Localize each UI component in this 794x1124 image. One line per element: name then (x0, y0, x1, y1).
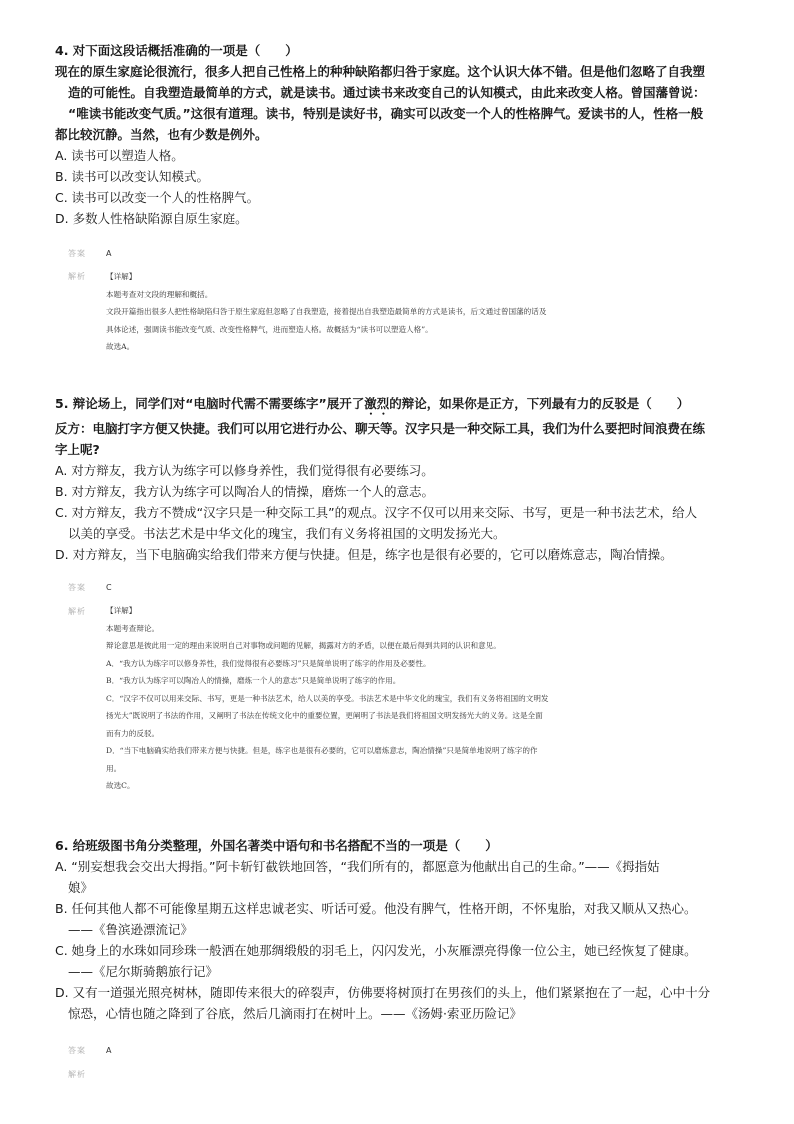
analysis-line: 本题考查对文段的理解和概括。 (106, 289, 213, 299)
analysis-line: 扬光大”既说明了书法的作用，又阐明了书法在传统文化中的重要位置，更阐明了书法是我们将祖国文明发扬光大的义务。这是全面 (106, 711, 543, 720)
analysis-body (106, 268, 746, 356)
emphasis-dots: 激烈 (364, 396, 390, 411)
option-d: D. 多数人性格缺陷源自原生家庭。 (55, 211, 248, 226)
analysis-line: 故选A。 (106, 342, 135, 351)
analysis-line: 文段开篇指出很多人把性格缺陷归咎于原生家庭但忽略了自我塑造，接着提出自我塑造最简单的方式是读书，后文通过曾国藩的话及 (106, 307, 547, 316)
passage-line: 造的可能性。自我塑造最简单的方式，就是读书。通过读书来改变自己的认知模式，由此来改变人格。曾国藩曾说： (68, 85, 706, 100)
option-a: A. “别妄想我会交出大拇指。”阿卡斩钉截铁地回答，“我们所有的，都愿意为他献出自己的生命。”——《拇指姑 (55, 859, 660, 874)
option-c: C. 对方辩友，我方不赞成“汉字只是一种交际工具”的观点。汉字不仅可以用来交际、书写，更是一种书法艺术，给人 (55, 505, 698, 520)
option-a: A. 对方辩友，我方认为练字可以修身养性，我们觉得很有必要练习。 (55, 463, 434, 478)
answer-row (68, 1045, 748, 1056)
analysis-line: 【详解】 (106, 606, 137, 615)
option-d: D. 又有一道强光照亮树林，随即传来很大的碎裂声，仿佛要将树顶打在男孩们的头上，他们紧紧抱在了一起，心中十分 (55, 985, 711, 1000)
answer-label: 答案 (68, 1046, 86, 1055)
analysis-label: 解析 (68, 1070, 86, 1079)
passage-line: 现在的原生家庭论很流行，很多人把自己性格上的种种缺陷都归咎于家庭。这个认识大体不错。但是他们忽略了自我塑 (55, 64, 706, 79)
option-b: B. 读书可以改变认知模式。 (55, 169, 210, 184)
option-a: A. 读书可以塑造人格。 (55, 148, 184, 163)
question-4-stem: 4. 对下面这段话概括准确的一项是（ ） (55, 43, 298, 58)
analysis-label: 解析 (68, 272, 86, 281)
analysis-line: C．“汉字不仅可以用来交际、书写，更是一种书法艺术，给人以美的享受。书法艺术是中华文化的瑰宝，我们有义务将祖国的文明发 (106, 693, 549, 703)
answer-label: 答案 (68, 249, 86, 258)
option-d: D. 对方辩友，当下电脑确实给我们带来方便与快捷。但是，练字也是很有必要的，它可以磨炼意志，陶冶情操。 (55, 547, 673, 562)
option-b: B. 任何其他人都不可能像星期五这样忠诚老实、听话可爱。他没有脾气，性格开朗，不怀鬼胎，对我又顺从又热心。 (55, 901, 697, 916)
analysis-line: 辩论意思是彼此用一定的理由来说明自己对事物或问题的见解，揭露对方的矛盾，以便在最后得到共同的认识和意见。 (106, 641, 501, 650)
analysis-line: D．“当下电脑确实给我们带来方便与快捷。但是，练字也是很有必要的，它可以磨炼意志，陶冶情操”只是简单地说明了练字的作 (106, 746, 538, 755)
analysis-line: A．“我方认为练字可以修身养性，我们觉得很有必要练习”只是简单说明了练字的作用及必要性。 (106, 658, 431, 668)
option-c: C. 读书可以改变一个人的性格脾气。 (55, 190, 260, 205)
answer-row (68, 582, 748, 593)
question-4 (55, 40, 745, 229)
answer-row (68, 248, 748, 259)
passage-line: “唯读书能改变气质。”这很有道理。读书，特别是读好书，确实可以改变一个人的性格脾气。爱读书的人，性格一般 (68, 106, 704, 121)
passage-line: 字上呢? (55, 442, 100, 457)
analysis-body (106, 602, 746, 795)
analysis-line: 故选C。 (106, 781, 135, 790)
passage-line: 反方：电脑打字方便又快捷。我们可以用它进行办公、聊天等。汉字只是一种交际工具，我们为什么要把时间浪费在练 (55, 421, 706, 436)
question-5 (55, 393, 745, 565)
question-6 (55, 835, 745, 1024)
analysis-line: B．“我方认为练字可以陶冶人的情操，磨炼一个人的意志”只是简单说明了练字的作用。 (106, 676, 401, 685)
answer-value: C (106, 583, 112, 592)
analysis-line: 用。 (106, 763, 122, 773)
analysis-line: 【详解】 (106, 272, 137, 281)
option-a-cont: 娘》 (68, 880, 94, 895)
option-b-cont: ——《鲁滨逊漂流记》 (68, 922, 194, 937)
analysis-label: 解析 (68, 607, 86, 616)
analysis-line: 而有力的反驳。 (106, 728, 160, 738)
passage-line: 都比较沉静。当然，也有少数是例外。 (55, 127, 268, 142)
analysis-line: 具体论述，强调读书能改变气质、改变性格脾气，进而塑造人格。故概括为“读书可以塑造人格”。 (106, 324, 433, 334)
option-b: B. 对方辩友，我方认为练字可以陶冶人的情操，磨炼一个人的意志。 (55, 484, 435, 499)
answer-label: 答案 (68, 583, 86, 592)
option-c-cont: 以美的享受。书法艺术是中华文化的瑰宝，我们有义务将祖国的文明发扬光大。 (68, 526, 506, 541)
question-5-stem: 5. 辩论场上，同学们对“电脑时代需不需要练字”展开了激烈的辩论，如果你是正方，下列最有力的反驳是（ ） (55, 396, 690, 411)
question-6-stem: 6. 给班级图书角分类整理，外国名著类中语句和书名搭配不当的一项是（ ） (55, 838, 498, 853)
option-c-cont: ——《尼尔斯骑鹅旅行记》 (68, 964, 219, 979)
option-d-cont: 惊恐，心情也随之降到了谷底，然后几滴雨打在树叶上。——《汤姆·索亚历险记》 (68, 1006, 522, 1021)
answer-value: A (106, 1046, 112, 1055)
option-c: C. 她身上的水珠如同珍珠一般洒在她那绸缎般的羽毛上，闪闪发光，小灰雁漂亮得像一位公主，她已经恢复了健康。 (55, 943, 697, 958)
analysis-line: 本题考查辩论。 (106, 623, 160, 633)
answer-value: A (106, 249, 112, 258)
